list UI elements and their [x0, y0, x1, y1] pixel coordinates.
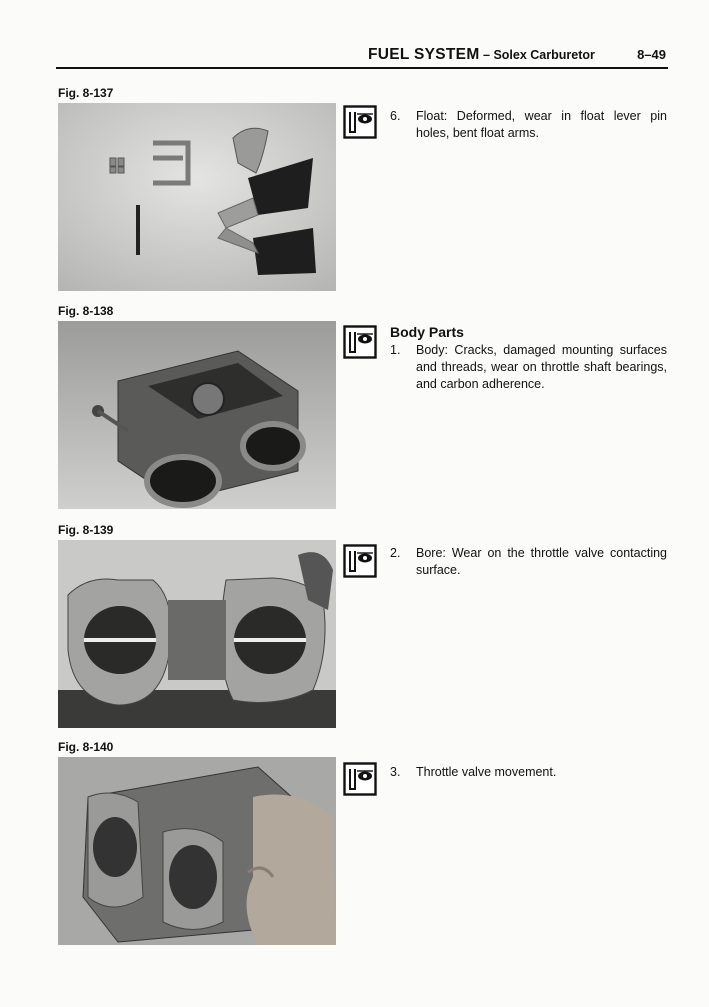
page-header [56, 46, 668, 68]
figure-photo-throttle [58, 757, 336, 945]
item-number: 1. [390, 343, 401, 357]
inspect-eye-icon [343, 105, 377, 139]
figure-label: Fig. 8-138 [58, 304, 114, 318]
item-text: Body: Cracks, damaged mounting surfaces and threads, wear on throttle shaft bearings, and carbon adherence. [416, 343, 667, 391]
inspect-eye-icon [343, 544, 377, 578]
item-float [390, 108, 667, 142]
chapter-subtitle: Solex Carburetor [493, 48, 595, 62]
item-throttle-valve [390, 764, 667, 781]
item-number: 2. [390, 546, 401, 560]
item-text: Throttle valve movement. [416, 765, 557, 779]
figure-photo-bore [58, 540, 336, 728]
item-text: Float: Deformed, wear in float lever pin holes, bent float arms. [416, 109, 667, 140]
item-bore [390, 545, 667, 579]
item-text: Bore: Wear on the throttle valve contacting surface. [416, 546, 667, 577]
item-number: 3. [390, 765, 401, 779]
page-number: 8–49 [637, 47, 666, 62]
inspect-eye-icon [343, 325, 377, 359]
inspect-eye-icon [343, 762, 377, 796]
item-body [390, 342, 667, 393]
running-title [368, 46, 595, 64]
section-title-body-parts: Body Parts [390, 324, 464, 340]
figure-label: Fig. 8-137 [58, 86, 114, 100]
header-rule [56, 67, 668, 69]
figure-photo-body [58, 321, 336, 509]
chapter-title: FUEL SYSTEM [368, 46, 480, 63]
title-dash: – [479, 48, 494, 62]
figure-photo-float [58, 103, 336, 291]
figure-label: Fig. 8-139 [58, 523, 114, 537]
item-number: 6. [390, 109, 401, 123]
figure-label: Fig. 8-140 [58, 740, 114, 754]
